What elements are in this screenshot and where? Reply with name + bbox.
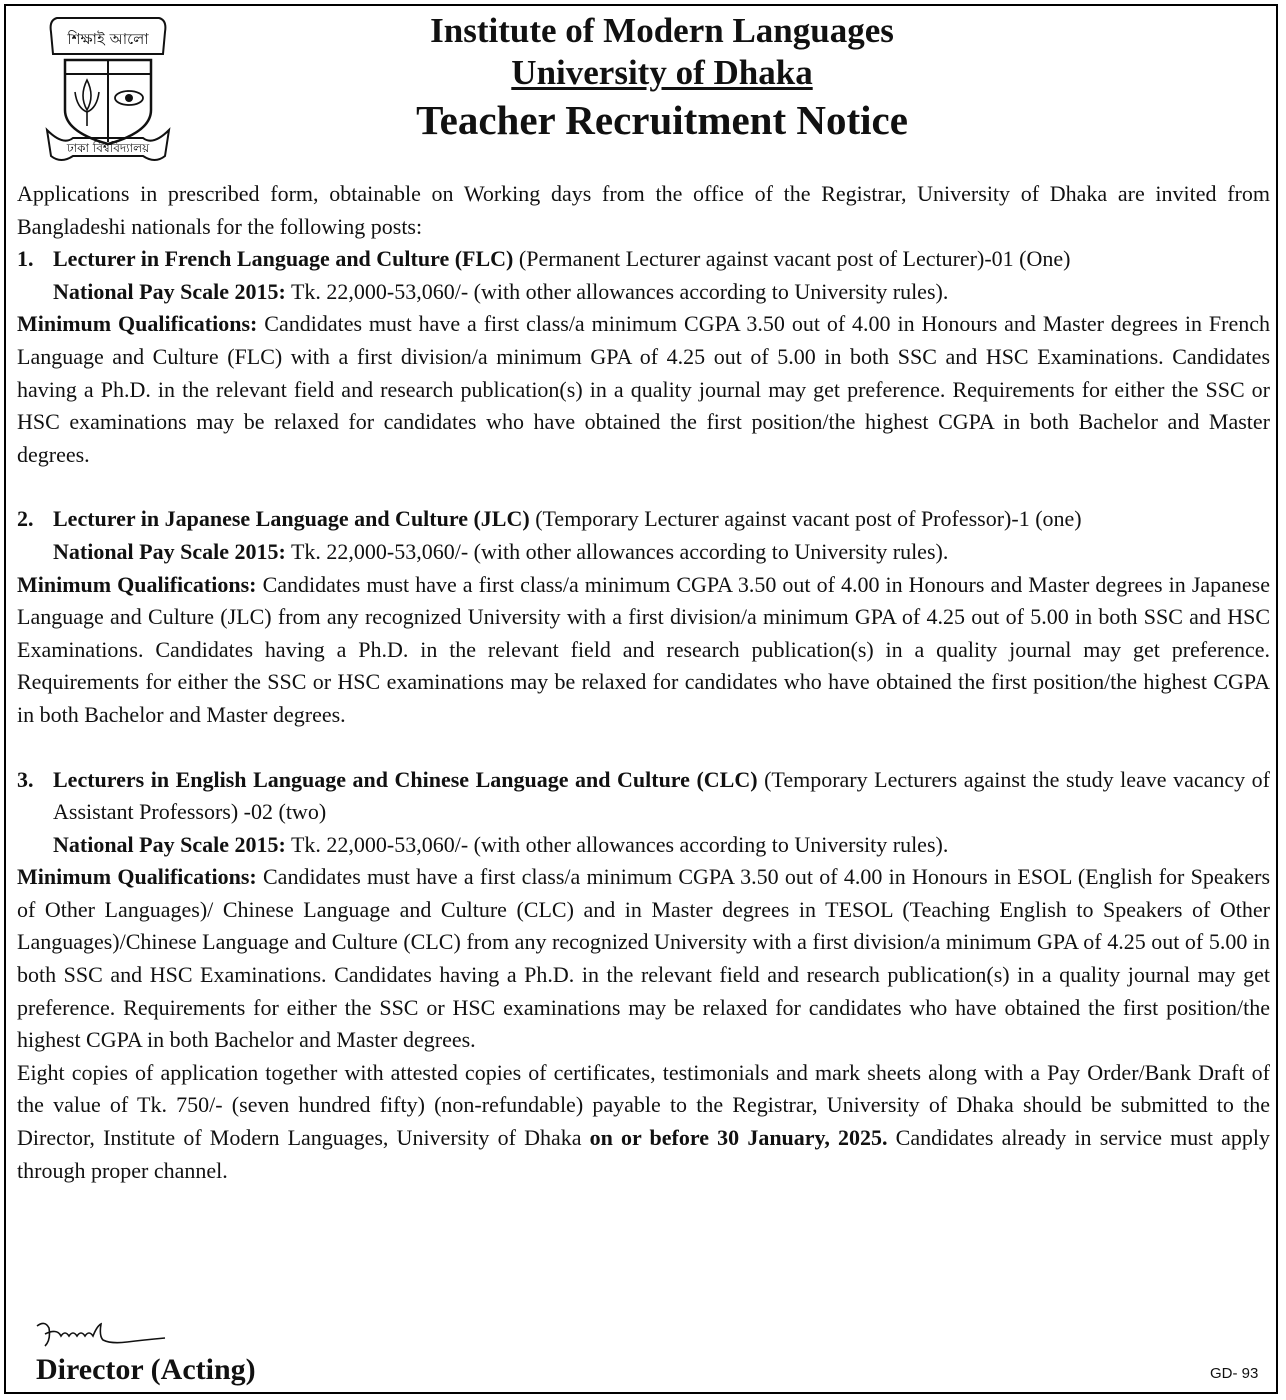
post-3-heading: 3. Lecturers in English Language and Chinese Language and Culture (CLC) (Temporary Lecturers against the study leave vacancy of Assistant Professors) -02 (two): [17, 766, 1270, 825]
post-2-pay-scale: National Pay Scale 2015: Tk. 22,000-53,060/- (with other allowances according to University rules).: [53, 538, 949, 564]
post-title: Lecturer in Japanese Language and Culture (JLC): [53, 506, 530, 532]
university-name: University of Dhaka: [511, 53, 813, 92]
post-1-heading: 1. Lecturer in French Language and Culture (FLC) (Permanent Lecturer against vacant post of Lecturer)-01 (One): [17, 246, 1071, 272]
post-3-qualifications: Minimum Qualifications: Candidates must have a first class/a minimum CGPA 3.50 out of 4.00 in Honours in ESOL (English for Speakers of Other Languages)/ Chinese Language and Culture (CLC) and in Master degrees in TESOL (Teaching English to Speakers of Other Languages)/Chinese Language and Culture (CLC) from any recognized University with a first division/a minimum GPA of 4.25 out of 5.00 in both SSC and HSC Examinations. Candidates having a Ph.D. in the relevant field and research publication(s) in a quality journal may get preference. Requirements for either the SSC or HSC examinations may be relaxed for candidates who have obtained the first position/the highest CGPA in both Bachelor and Master degrees.: [17, 864, 1271, 1053]
notice-header: [217, 10, 1107, 146]
post-2-qualifications: Minimum Qualifications: Candidates must have a first class/a minimum CGPA 3.50 out of 4.00 in Honours and Master degrees in Japanese Language and Culture (JLC) from any recognized University with a first division/a minimum GPA of 4.25 out of 5.00 in both SSC and HSC Examinations. Candidates having a Ph.D. in the relevant field and research publication(s) in a quality journal may get preference. Requirements for either the SSC or HSC examinations may be relaxed for candidates who have obtained the first position/the highest CGPA in both Bachelor and Master degrees.: [17, 571, 1271, 727]
post-title: Lecturers in English Language and Chinese Language and Culture (CLC): [53, 766, 758, 792]
post-3-pay-scale: National Pay Scale 2015: Tk. 22,000-53,060/- (with other allowances according to University rules).: [53, 831, 949, 857]
post-2-heading: 2. Lecturer in Japanese Language and Culture (JLC) (Temporary Lecturer against vacant post of Professor)-1 (one): [17, 506, 1082, 532]
post-title: Lecturer in French Language and Culture (FLC): [53, 246, 514, 272]
university-seal-logo: [43, 10, 173, 170]
seal-bottom-text: ঢাকা বিশ্ববিদ্যালয়: [66, 141, 150, 155]
institute-name: Institute of Modern Languages: [430, 11, 894, 50]
notice-body: [17, 178, 1270, 1187]
post-detail: (Temporary Lecturers against the study leave vacancy of Assistant Professors) -02 (two): [53, 766, 1270, 825]
notice-title: Teacher Recruitment Notice: [416, 97, 908, 143]
reference-code: GD- 93: [1210, 1365, 1259, 1382]
closing-paragraph: Eight copies of application together with attested copies of certificates, testimonials and mark sheets along with a Pay Order/Bank Draft of the value of Tk. 750/- (seven hundred fifty) (non-refundable) payable to the Registrar, University of Dhaka should be submitted to the Director, Institute of Modern Languages, University of Dhaka on or before 30 January, 2025. Candidates already in service must apply through proper channel.: [17, 1059, 1270, 1183]
seal-top-text: শিক্ষাই আলো: [67, 30, 149, 48]
post-detail: (Temporary Lecturer against vacant post of Professor)-1 (one): [535, 506, 1082, 532]
post-1-pay-scale: National Pay Scale 2015: Tk. 22,000-53,060/- (with other allowances according to University rules).: [53, 278, 949, 304]
application-deadline: on or before 30 January, 2025.: [589, 1125, 888, 1151]
post-detail: (Permanent Lecturer against vacant post of Lecturer)-01 (One): [518, 246, 1071, 272]
director-signature: [31, 1318, 171, 1354]
post-1-qualifications: Minimum Qualifications: Candidates must have a first class/a minimum CGPA 3.50 out of 4.00 in Honours and Master degrees in French Language and Culture (FLC) with a first division/a minimum GPA of 4.25 out of 5.00 in both SSC and HSC Examinations. Candidates having a Ph.D. in the relevant field and research publication(s) in a quality journal may get preference. Requirements for either the SSC or HSC examinations may be relaxed for candidates who have obtained the first position/the highest CGPA in both Bachelor and Master degrees.: [17, 311, 1271, 467]
signatory-title: Director (Acting): [36, 1353, 256, 1386]
intro-paragraph: Applications in prescribed form, obtainable on Working days from the office of the Registrar, University of Dhaka are invited from Bangladeshi nationals for the following posts:: [17, 181, 1270, 239]
